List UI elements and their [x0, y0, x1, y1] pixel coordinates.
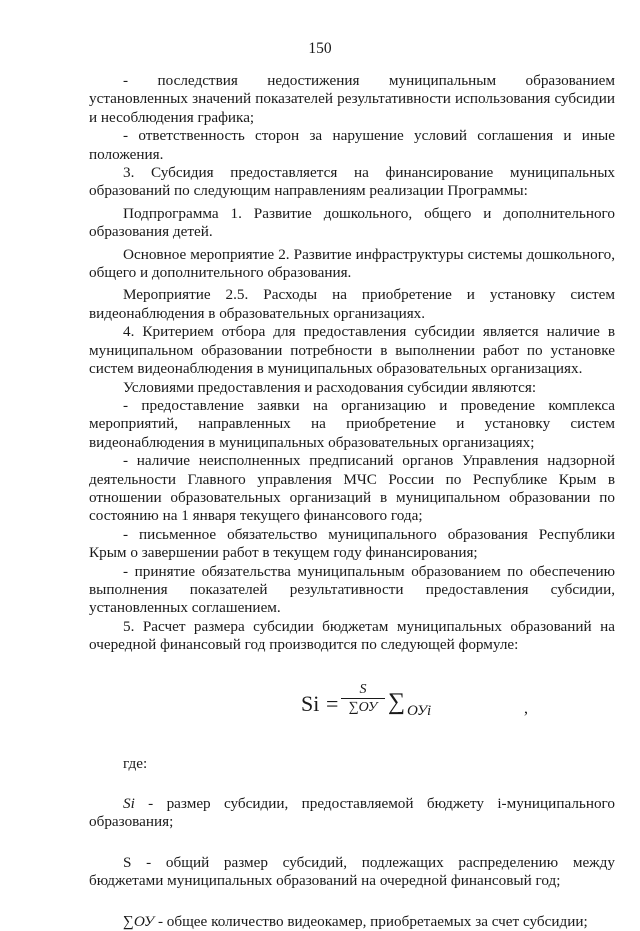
definition-symbol: ∑ОУ	[123, 912, 155, 930]
paragraph: 3. Субсидия предоставляется на финансирование муниципальных образований по следующим направлениям реализации Программы:	[89, 164, 615, 200]
paragraph: - последствия недостижения муниципальным образованием установленных значений показателей результативности использования субсидии и несоблюдения графика;	[89, 72, 615, 126]
formula-numerator: S	[341, 682, 385, 699]
where-label: где:	[123, 754, 148, 772]
paragraph: Подпрограмма 1. Развитие дошкольного, общего и дополнительного образования детей.	[89, 204, 615, 241]
definition-sum-ou	[89, 913, 615, 931]
formula-fraction	[341, 682, 385, 717]
paragraph: 5. Расчет размера субсидии бюджетам муниципальных образований на очередной финансовый год производится по следующей формуле:	[89, 617, 615, 654]
definition-symbol: Si	[123, 795, 135, 812]
definition-s	[89, 854, 615, 891]
definition-text: - общий размер субсидий, подлежащих распределению между бюджетами муниципальных образований на очередной финансовый год;	[89, 853, 615, 890]
definition-text: - общее количество видеокамер, приобретаемых за счет субсидии;	[154, 912, 588, 930]
formula-denominator: ∑ОУ	[348, 699, 378, 715]
definition-symbol: S	[123, 853, 132, 871]
formula-sum-term: ОУi	[407, 702, 432, 719]
paragraph: - принятие обязательства муниципальным образованием по обеспечению выполнения показателей результативности предоставления субсидии, установленных соглашением.	[89, 562, 615, 617]
formula-lhs: Si	[301, 690, 320, 716]
page-number: 150	[308, 40, 332, 57]
paragraph: Мероприятие 2.5. Расходы на приобретение и установку систем видеонаблюдения в образовательных организациях.	[89, 286, 615, 322]
paragraph: Основное мероприятие 2. Развитие инфраструктуры системы дошкольного, общего и дополнительного образования.	[89, 245, 615, 282]
definition-si	[89, 795, 615, 832]
paragraph: - предоставление заявки на организацию и проведение комплекса мероприятий, направленных на приобретение и установку систем видеонаблюдения в муниципальных образовательных организациях;	[89, 396, 615, 451]
paragraph: - ответственность сторон за нарушение условий соглашения и иные положения.	[89, 127, 615, 163]
paragraph: - письменное обязательство муниципального образования Республики Крым о завершении работ в текущем году финансирования;	[89, 525, 615, 562]
formula-sum-sign: ∑	[388, 688, 406, 715]
paragraph: - наличие неисполненных предписаний органов Управления надзорной деятельности Главного управления МЧС России по Республике Крым в отношении образовательных организаций в муниципальном образовании по состоянию на 1 января текущего финансового года;	[89, 452, 615, 525]
formula-comma: ,	[524, 699, 528, 717]
document-body	[89, 72, 615, 931]
paragraph: 4. Критерием отбора для предоставления субсидии является наличие в муниципальном образовании потребности в выполнении работ по установке систем видеонаблюдения в муниципальных образовательных организациях.	[89, 323, 615, 378]
paragraph: Условиями предоставления и расходования субсидии являются:	[123, 378, 537, 396]
formula-equals: =	[326, 690, 339, 716]
definition-text: - размер субсидии, предоставляемой бюджету i-муниципального образования;	[89, 795, 615, 831]
subsidy-formula	[89, 669, 615, 747]
